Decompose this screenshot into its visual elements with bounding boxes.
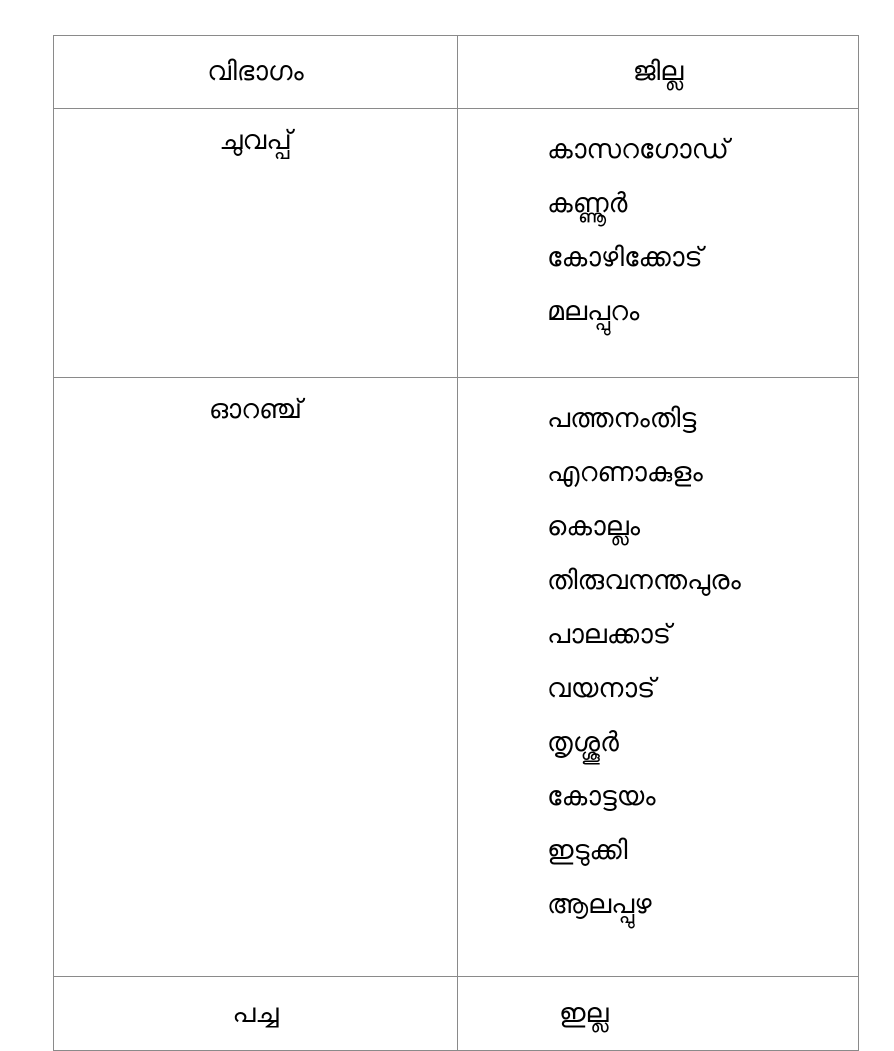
zone-district-table [53,35,859,1051]
list-item: വയനാട് [547,673,656,704]
district-cell-red [458,109,859,378]
list-item: കണ്ണൂർ [547,188,628,219]
district-list-orange [547,392,858,932]
district-cell-orange [458,378,859,977]
district-cell-green: ഇല്ല [458,977,859,1051]
table-row-orange-zone [54,378,859,977]
list-item: എറണാകുളം [547,457,703,488]
list-item: തിരുവനന്തപുരം [547,565,741,596]
district-list-red [547,123,858,339]
list-item: കൊല്ലം [547,511,641,542]
list-item: പത്തനംതിട്ട [547,403,697,434]
list-item: പാലക്കാട് [547,619,672,650]
zone-name-orange: ഓറഞ്ച് [54,378,458,977]
table-row-green-zone [54,977,859,1051]
zone-name-red: ചുവപ്പ് [54,109,458,378]
list-item: തൃശ്ശൂർ [547,727,619,758]
table-header-row [54,36,859,109]
list-item: ആലപ്പുഴ [547,889,652,920]
header-district: ജില്ല [458,36,859,109]
zone-name-green: പച്ച [54,977,458,1051]
table-row-red-zone [54,109,859,378]
list-item: കാസറഗോഡ് [547,134,729,165]
list-item: കോട്ടയം [547,781,656,812]
header-zone: വിഭാഗം [54,36,458,109]
list-item: മലപ്പുറം [547,296,640,327]
list-item: ഇടുക്കി [547,835,628,866]
list-item: കോഴിക്കോട് [547,242,703,273]
